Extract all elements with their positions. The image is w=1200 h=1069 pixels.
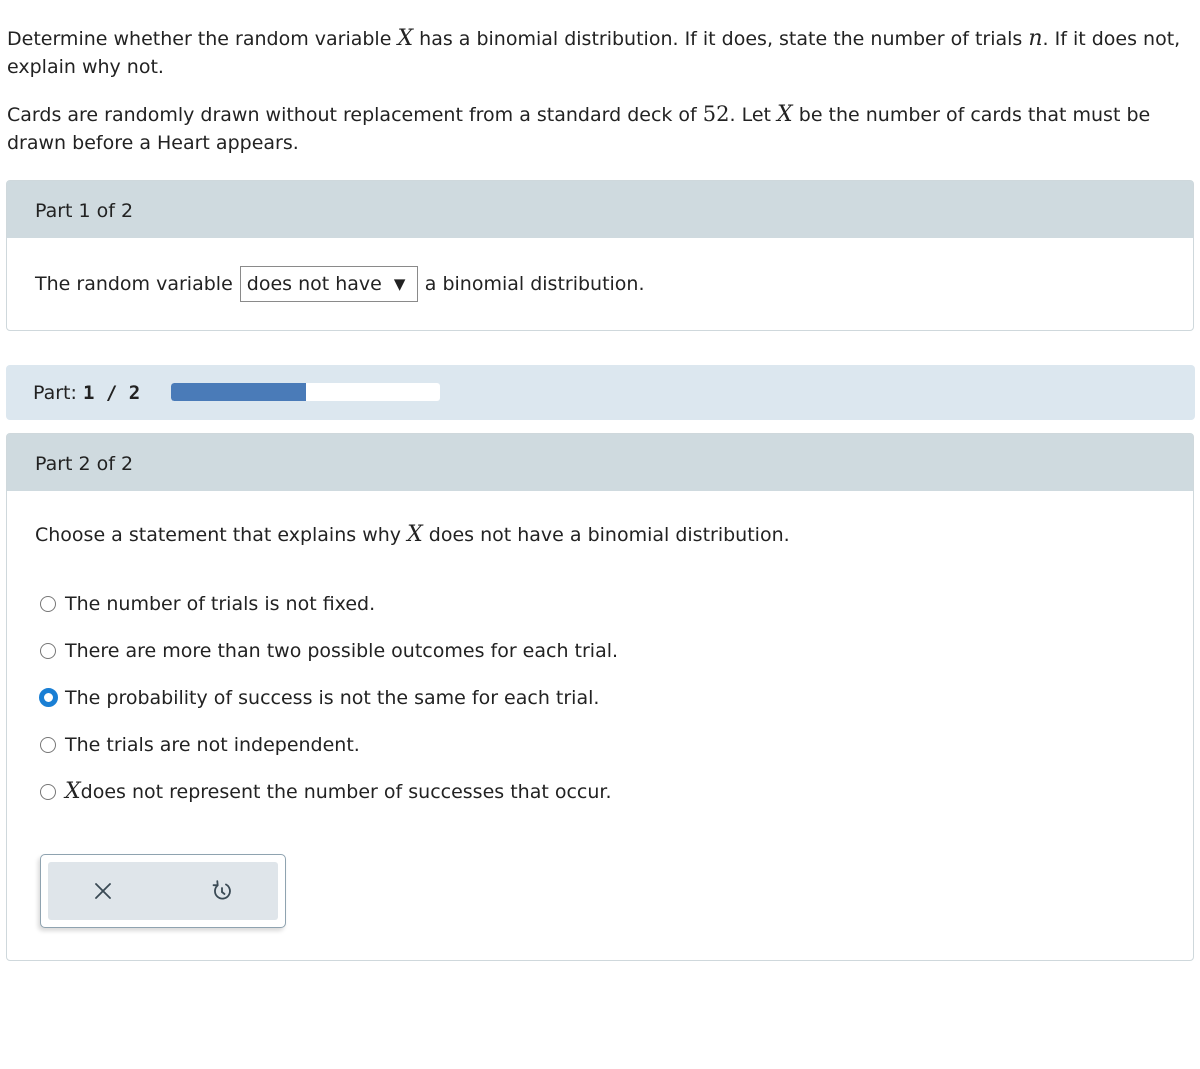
question-text: Determine whether the random variable <box>7 28 398 50</box>
radio-button[interactable] <box>40 643 56 659</box>
part1-header: Part 1 of 2 <box>7 181 1193 238</box>
option-trials-not-fixed[interactable] <box>40 580 618 627</box>
option-label: The trials are not independent. <box>65 733 360 756</box>
part1-panel <box>6 180 1194 331</box>
part1-text-after: a binomial distribution. <box>424 273 645 295</box>
progress-label <box>33 365 140 421</box>
variable-x: X <box>397 26 414 51</box>
option-trials-not-independent[interactable] <box>40 721 618 768</box>
radio-button[interactable] <box>40 784 56 800</box>
dropdown-arrow-icon: ▼ <box>393 275 406 293</box>
question-instructions <box>7 25 1192 81</box>
variable-x: X <box>407 522 423 547</box>
question-text: . If it does not, explain why not. <box>7 28 1181 78</box>
progress-fill <box>171 383 306 401</box>
question-text: has a binomial distribution. If it does, state the number of trials <box>413 28 1029 50</box>
deck-size: 52 <box>702 102 730 126</box>
option-x-not-successes[interactable] <box>40 768 618 815</box>
dropdown-selected-value: does not have <box>246 273 382 295</box>
radio-button[interactable] <box>40 596 56 612</box>
part1-answer-line <box>35 266 645 302</box>
scenario-text: . Let <box>729 104 778 126</box>
option-probability-not-same[interactable] <box>40 674 618 721</box>
undo-icon[interactable] <box>209 878 235 904</box>
progress-track <box>171 383 440 401</box>
answer-tools <box>40 854 286 928</box>
part2-panel <box>6 433 1194 961</box>
part1-text-before: The random variable <box>35 273 233 295</box>
progress-label-text: Part: <box>33 382 77 404</box>
option-label: The number of trials is not fixed. <box>65 592 376 615</box>
question-scenario <box>7 100 1192 157</box>
option-more-than-two-outcomes[interactable] <box>40 627 618 674</box>
variable-x: X <box>777 102 793 127</box>
option-label: There are more than two possible outcomes for each trial. <box>65 639 619 662</box>
scenario-text: be the number of cards that must be drawn before a Heart appears. <box>7 104 1151 154</box>
prompt-text: does not have a binomial distribution. <box>422 524 790 546</box>
part-progress <box>6 365 1195 420</box>
radio-button-selected[interactable] <box>39 688 58 707</box>
binomial-dropdown[interactable] <box>240 266 418 302</box>
radio-button[interactable] <box>40 737 56 753</box>
prompt-text: Choose a statement that explains why <box>35 524 408 546</box>
option-label: does not represent the number of successes that occur. <box>80 780 612 803</box>
answer-options <box>40 580 618 815</box>
answer-tools-inner <box>48 862 278 920</box>
close-icon[interactable] <box>90 878 116 904</box>
variable-n: n <box>1028 26 1043 51</box>
scenario-text: Cards are randomly drawn without replacement from a standard deck of <box>7 104 703 126</box>
progress-value: 1 / 2 <box>82 382 141 404</box>
option-label: The probability of success is not the same for each trial. <box>65 686 600 709</box>
part2-prompt <box>35 522 790 547</box>
part2-header: Part 2 of 2 <box>7 434 1193 491</box>
variable-x: X <box>65 779 81 804</box>
